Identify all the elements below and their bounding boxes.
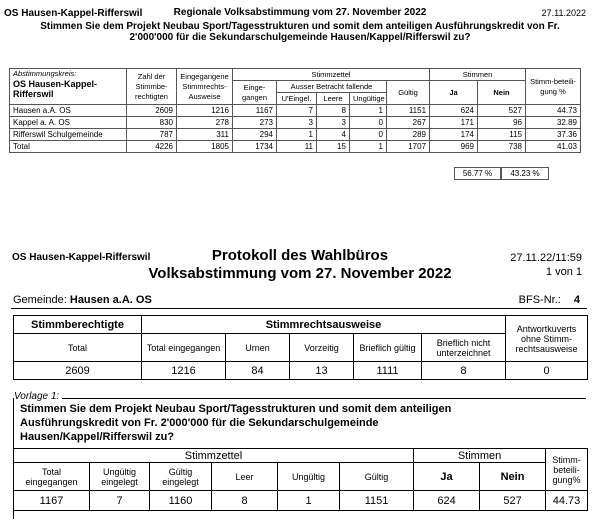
vorzeitig-header: Vorzeitig — [290, 334, 354, 362]
sr-value: 13 — [290, 362, 354, 380]
bfs-label: BFS-Nr.: — [518, 294, 561, 306]
sr-value: 2609 — [14, 362, 142, 380]
protocol-datetime: 27.11.22/11:59 — [510, 252, 582, 264]
protocol-title-line1: Protokoll des Wahlbüros — [211, 247, 389, 264]
brieflich-gueltig-header: Brieflich gültig — [354, 334, 422, 362]
vt-value: 44.73 — [546, 491, 588, 511]
vt-value: 7 — [90, 491, 150, 511]
row-value: 41.03 — [526, 141, 581, 153]
vt-value: 527 — [480, 491, 546, 511]
row-value: 278 — [177, 117, 233, 129]
row-value: 3 — [277, 117, 317, 129]
vt-value: 1167 — [14, 491, 90, 511]
kreis-header — [10, 69, 127, 105]
row-value: 1216 — [177, 105, 233, 117]
stimmen-header: Stimmen — [430, 69, 526, 81]
row-value: 4226 — [127, 141, 177, 153]
vorlage-table — [13, 448, 588, 511]
row-value: 1707 — [387, 141, 430, 153]
row-value: 2609 — [127, 105, 177, 117]
vt-value: 8 — [212, 491, 278, 511]
row-value: 289 — [387, 129, 430, 141]
brieflich-nicht-header: Brieflich nicht unterzeichnet — [422, 334, 506, 362]
ja-header: Ja — [430, 81, 478, 105]
vt-value: 1151 — [340, 491, 414, 511]
eingegangene-header: Eingegangene Stimmrechts-Ausweise — [177, 69, 233, 105]
stimmberechtigte-header: Zahl der Stimmbe-rechtigten — [127, 69, 177, 105]
summary-table — [9, 68, 581, 153]
vt-beteiligung-header: Stimm-beteili-gung% — [546, 449, 588, 491]
row-value: 0 — [350, 117, 387, 129]
total-eingegangen-header: Total eingegangen — [142, 334, 226, 362]
row-name: Kappel a. A. OS — [10, 117, 127, 129]
stimmrechtsausweise-header: Stimmrechtsausweise — [142, 316, 506, 334]
urnen-header: Urnen — [226, 334, 290, 362]
protocol-org: OS Hausen-Kappel-Rifferswil — [12, 252, 151, 263]
vt-gueltig-header: Gültig — [340, 463, 414, 491]
row-value: 32.89 — [526, 117, 581, 129]
row-value: 3 — [317, 117, 350, 129]
row-value: 8 — [317, 105, 350, 117]
vt-stimmzettel-header: Stimmzettel — [14, 449, 414, 463]
vt-ungueltig-header: Ungültig — [278, 463, 340, 491]
total-header: Total — [14, 334, 142, 362]
row-name: Hausen a.A. OS — [10, 105, 127, 117]
row-name: Rifferswil Schulgemeinde — [10, 129, 127, 141]
row-value: 311 — [177, 129, 233, 141]
vt-leer-header: Leer — [212, 463, 278, 491]
summary-date: 27.11.2022 — [541, 8, 586, 18]
row-value: 96 — [478, 117, 526, 129]
divider — [11, 308, 587, 309]
ueingel-header: U'Eingel. — [277, 93, 317, 105]
row-value: 1167 — [233, 105, 277, 117]
stimmberechtigte-header: Stimmberechtigte — [14, 316, 142, 334]
vt-value: 1 — [278, 491, 340, 511]
vorlage-question: Stimmen Sie dem Projekt Neubau Sport/Tagesstrukturen und somit dem anteiligen Ausführungskredit von Fr. 2'000'000 für die Sekundarschulgemeinde Hausen/Kappel/Rifferswil zu? — [20, 403, 452, 443]
ungueltige-header: Ungültige — [350, 93, 387, 105]
nein-header: Nein — [478, 81, 526, 105]
gemeinde — [13, 294, 152, 306]
eingegangen-header: Einge-gangen — [233, 81, 277, 105]
bfs — [519, 294, 580, 306]
row-value: 1 — [350, 141, 387, 153]
bfs-value: 4 — [573, 294, 580, 306]
row-value: 171 — [430, 117, 478, 129]
vt-value: 1160 — [150, 491, 212, 511]
summary-row — [10, 129, 581, 141]
row-value: 830 — [127, 117, 177, 129]
row-value: 624 — [430, 105, 478, 117]
vt-ungueltig-eingelegt-header: Ungültig eingelegt — [90, 463, 150, 491]
row-value: 11 — [277, 141, 317, 153]
beteiligung-header: Stimm-beteili-gung % — [526, 69, 581, 105]
row-value: 294 — [233, 129, 277, 141]
vt-total-eingegangen-header: Total eingegangen — [14, 463, 90, 491]
antwortkuverts-header: Antwortkuverts ohne Stimm-rechtsausweise — [506, 316, 588, 362]
sr-value: 1111 — [354, 362, 422, 380]
row-value: 273 — [233, 117, 277, 129]
ja-percent: 56.77 % — [454, 167, 501, 180]
row-value: 37.36 — [526, 129, 581, 141]
vt-stimmen-header: Stimmen — [414, 449, 546, 463]
summary-row — [10, 141, 581, 153]
summary-org: OS Hausen-Kappel-Rifferswil — [4, 8, 143, 19]
gemeinde-value: Hausen a.A. OS — [69, 294, 152, 306]
summary-heading: Regionale Volksabstimmung vom 27. November 2022 — [173, 7, 427, 18]
summary-row — [10, 105, 581, 117]
row-value: 527 — [478, 105, 526, 117]
row-value: 1 — [350, 105, 387, 117]
sr-value: 8 — [422, 362, 506, 380]
protocol-datetime-block — [510, 251, 582, 279]
row-value: 738 — [478, 141, 526, 153]
sr-value: 1216 — [142, 362, 226, 380]
kreis-label: Abstimmungskreis: — [13, 69, 77, 78]
row-value: 1805 — [177, 141, 233, 153]
row-value: 0 — [350, 129, 387, 141]
row-value: 174 — [430, 129, 478, 141]
row-name: Total — [10, 141, 127, 153]
row-value: 787 — [127, 129, 177, 141]
gueltig-header: Gültig — [387, 81, 430, 105]
protocol-title-line2: Volksabstimmung vom 27. November 2022 — [148, 265, 452, 282]
vt-gueltig-eingelegt-header: Gültig eingelegt — [150, 463, 212, 491]
row-value: 7 — [277, 105, 317, 117]
row-value: 115 — [478, 129, 526, 141]
ausser-header: Ausser Betracht fallende — [277, 81, 387, 93]
kreis-name: OS Hausen-Kappel-Rifferswil — [13, 79, 98, 99]
sr-value: 84 — [226, 362, 290, 380]
row-value: 267 — [387, 117, 430, 129]
row-value: 1151 — [387, 105, 430, 117]
vt-nein-header: Nein — [480, 463, 546, 491]
protocol-page: 1 von 1 — [545, 266, 582, 278]
row-value: 15 — [317, 141, 350, 153]
summary-question: Stimmen Sie dem Projekt Neubau Sport/Tagesstrukturen und somit dem anteiligen Ausführungskredit von Fr. 2'000'000 für die Sekundarschulgemeinde Hausen/Kappel/Rifferswil zu? — [40, 21, 560, 43]
summary-row — [10, 117, 581, 129]
row-value: 1 — [277, 129, 317, 141]
row-value: 44.73 — [526, 105, 581, 117]
vt-ja-header: Ja — [414, 463, 480, 491]
sr-value: 0 — [506, 362, 588, 380]
gemeinde-label: Gemeinde: — [13, 294, 67, 306]
vt-value: 624 — [414, 491, 480, 511]
row-value: 4 — [317, 129, 350, 141]
vorlage-label: Vorlage 1: — [14, 391, 62, 402]
stimmrechtsausweise-table — [13, 315, 588, 380]
row-value: 1734 — [233, 141, 277, 153]
nein-percent: 43.23 % — [501, 167, 549, 180]
stimmzettel-header: Stimmzettel — [233, 69, 430, 81]
leere-header: Leere — [317, 93, 350, 105]
row-value: 969 — [430, 141, 478, 153]
